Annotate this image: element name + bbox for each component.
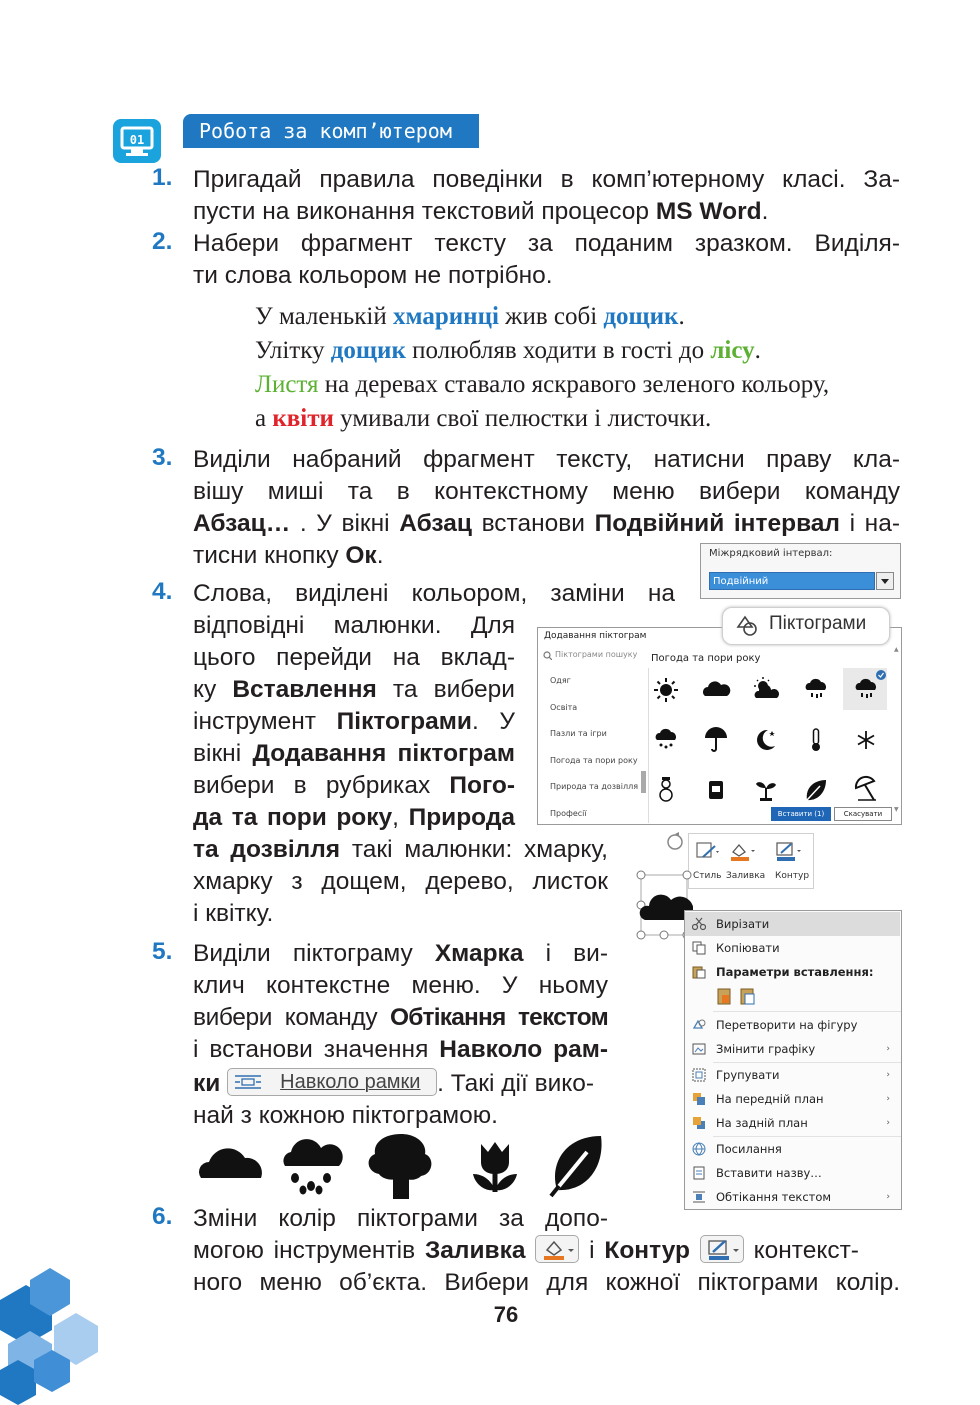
- style-label: Стиль: [693, 871, 722, 881]
- menu-item-wrap-text[interactable]: Обтікання текстом ›: [685, 1185, 900, 1209]
- insert-icons-dialog: [537, 627, 902, 825]
- menu-item-group[interactable]: Групувати ›: [685, 1063, 900, 1087]
- sun-cloud-icon: [754, 677, 779, 698]
- snowflake-icon: [858, 731, 874, 749]
- cancel-button[interactable]: Скасувати: [834, 807, 892, 821]
- change-graphic-icon: [692, 1042, 706, 1056]
- task-4-line-4: ку Вставлення та вибери: [193, 676, 515, 703]
- group-icon: [692, 1068, 706, 1082]
- sun-icon: [654, 678, 678, 702]
- moon-icon: [757, 730, 775, 750]
- task-number: 1.: [152, 164, 173, 191]
- fill-label: Заливка: [726, 871, 766, 881]
- task-3-line-2: вішу миші та в контекстному меню вибери команду: [193, 478, 900, 505]
- cloud-snow-icon: [656, 729, 676, 749]
- sample-line-4: а квіти умивали свої пелюстки і листочки.: [255, 405, 712, 432]
- paste-option-icons[interactable]: [717, 986, 767, 1008]
- task-number: 4.: [152, 578, 173, 605]
- menu-item-bring-forward[interactable]: На передній план ›: [685, 1087, 900, 1111]
- task-4-line-3: цього перейди на вклад-: [193, 644, 515, 671]
- category-item[interactable]: Природа та дозвілля: [550, 782, 639, 791]
- outline-tool-button[interactable]: [700, 1235, 744, 1263]
- scroll-down-icon[interactable]: ▼: [894, 806, 899, 813]
- task-2-line-1: Набери фрагмент тексту за поданим зразком. Виділя-: [193, 230, 900, 257]
- computer-icon: [113, 119, 161, 163]
- send-backward-icon: [692, 1116, 706, 1130]
- calendar-icon: [709, 781, 723, 799]
- icons-search-input[interactable]: Піктограми пошуку: [541, 648, 641, 664]
- task-1-line-2: пусти на виконання текстовий процесор MS Word.: [193, 198, 769, 225]
- category-item[interactable]: Пазли та ігри: [550, 729, 607, 738]
- task-4-line-8: да та пори року, Природа: [193, 804, 515, 831]
- category-item[interactable]: Професії: [550, 809, 587, 818]
- task-6-line-3: ного меню об’єкта. Вибери для кожної піктограми колір.: [193, 1269, 900, 1296]
- category-item[interactable]: Освіта: [550, 703, 578, 712]
- thermometer-icon: [812, 729, 820, 751]
- outline-icon: [704, 1238, 742, 1262]
- task-2-line-2: ти слова кольором не потрібно.: [193, 262, 553, 289]
- task-4-line-5: інструмент Піктограми. У: [193, 708, 515, 735]
- caption-icon: [692, 1166, 706, 1180]
- task-6-line-1: Зміни колір піктограми за допо-: [193, 1205, 608, 1232]
- icons-ribbon-button[interactable]: [722, 607, 890, 645]
- task-5-line-4: і встанови значення Навколо рам-: [193, 1036, 609, 1063]
- chevron-down-icon[interactable]: [876, 572, 894, 590]
- task-4-line-10: хмарку з дощем, дерево, листок: [193, 868, 608, 895]
- pictogram-row: [195, 1130, 610, 1200]
- line-spacing-panel: [700, 543, 901, 599]
- task-3-line-3: Абзац… . У вікні Абзац встанови Подвійний інтервал і на-: [193, 510, 901, 537]
- task-5-line-5: ки Навколо рамки . Такі дії вико-: [193, 1068, 613, 1100]
- tulip-icon: [473, 1142, 517, 1192]
- task-number: 6.: [152, 1203, 173, 1230]
- task-5-line-3: вибери команду Обтікання текстом: [193, 1004, 608, 1031]
- category-list: [538, 668, 649, 823]
- dialog-title: Додавання піктограм: [544, 631, 647, 641]
- umbrella-beach-icon: [856, 777, 876, 800]
- scissors-icon: [692, 917, 706, 931]
- category-item[interactable]: Одяг: [550, 676, 571, 685]
- task-4-line-11: і квітку.: [193, 900, 274, 927]
- sample-line-1: У маленькій хмаринці жив собі дощик.: [255, 303, 685, 330]
- icon-grid: [650, 666, 900, 808]
- umbrella-icon: [705, 727, 727, 751]
- bring-forward-icon: [692, 1092, 706, 1106]
- task-3-line-4: тисни кнопку Ок.: [193, 542, 384, 569]
- task-4-line-1: Слова, виділені кольором, заміни на: [193, 580, 675, 607]
- task-5-line-2: клич контекстне меню. У ньому: [193, 972, 608, 999]
- leaf-icon: [807, 780, 826, 800]
- style-icon[interactable]: [695, 840, 721, 862]
- task-number: 2.: [152, 228, 173, 255]
- cloud-icon: [703, 681, 730, 696]
- menu-item-link[interactable]: Посилання: [685, 1137, 900, 1161]
- snowman-icon: [660, 777, 672, 801]
- mini-toolbar: [688, 833, 814, 889]
- wrap-square-label: Навколо рамки: [280, 1070, 421, 1093]
- section-label: Робота за комп’ютером: [183, 114, 479, 148]
- page-number: 76: [493, 1302, 519, 1327]
- task-5-line-1: Виділи піктограму Хмарка і ви-: [193, 940, 608, 967]
- menu-item-change-graphic[interactable]: Змінити графіку ›: [685, 1037, 900, 1061]
- tree-icon: [369, 1134, 432, 1196]
- fill-tool-button[interactable]: [535, 1235, 579, 1263]
- outline-label: Контур: [775, 871, 810, 881]
- menu-item-paste-options: Параметри вставлення:: [685, 960, 900, 984]
- sample-line-3: Листя на деревах ставало яскравого зеленого кольору,: [255, 371, 830, 398]
- task-number: 5.: [152, 938, 173, 965]
- computer-icon-label: 01: [129, 133, 145, 147]
- task-5-line-6: най з кожною піктограмою.: [193, 1102, 498, 1129]
- outline-icon[interactable]: [773, 840, 803, 862]
- icons-button-label: Піктограми: [769, 613, 867, 634]
- fill-icon[interactable]: [727, 840, 757, 862]
- fill-icon: [539, 1238, 577, 1262]
- task-4-line-6: вікні Додавання піктограм: [193, 740, 515, 767]
- decorative-hexagons: [0, 1260, 110, 1405]
- task-number: 3.: [152, 444, 173, 471]
- menu-item-copy[interactable]: Копіювати: [685, 936, 900, 960]
- menu-item-insert-caption[interactable]: Вставити назву…: [685, 1161, 900, 1185]
- leaf-icon: [551, 1136, 602, 1196]
- menu-item-cut[interactable]: Вирізати: [685, 912, 900, 936]
- line-spacing-label: Міжрядковий інтервал:: [709, 548, 833, 559]
- task-4-line-9: та дозвілля такі малюнки: хмарку,: [193, 836, 608, 863]
- menu-item-convert-to-shape[interactable]: Перетворити на фігуру: [685, 1013, 900, 1037]
- link-icon: [692, 1142, 706, 1156]
- convert-icon: [692, 1018, 706, 1032]
- copy-icon: [692, 941, 706, 955]
- cloud-rain-icon: [806, 679, 826, 698]
- sprout-icon: [756, 782, 776, 801]
- search-icon: [543, 651, 552, 660]
- line-spacing-select[interactable]: Подвійний: [709, 572, 875, 590]
- shapes-icon: [735, 615, 761, 637]
- context-menu: [684, 910, 902, 1210]
- task-4-line-7: вибери в рубриках Пого-: [193, 772, 515, 799]
- task-3-line-1: Виділи набраний фрагмент тексту, натисни праву кла-: [193, 446, 900, 473]
- insert-button[interactable]: Вставити (1): [771, 807, 831, 821]
- section-title: Погода та пори року: [651, 653, 761, 664]
- scroll-up-icon[interactable]: ▲: [894, 646, 899, 653]
- cloud-rain-icon: [283, 1139, 342, 1194]
- wrap-square-button[interactable]: [227, 1068, 437, 1096]
- task-1-line-1: Пригадай правила поведінки в комп’ютерному класі. За-: [193, 166, 900, 193]
- wrap-text-icon: [692, 1190, 706, 1204]
- task-4-line-2: відповідні малюнки. Для: [193, 612, 515, 639]
- task-6-line-2: могою інструментів Заливка і Контур контекст-: [193, 1235, 900, 1267]
- menu-item-send-backward[interactable]: На задній план ›: [685, 1111, 900, 1135]
- cloud-icon: [199, 1148, 262, 1178]
- sample-line-2: Улітку дощик полюбляв ходити в гості до лісу.: [255, 337, 761, 364]
- category-item[interactable]: Погода та пори року: [550, 756, 638, 765]
- paste-icon: [692, 965, 706, 979]
- scrollbar[interactable]: [641, 771, 646, 793]
- rotate-handle-icon: [668, 835, 682, 849]
- wrap-square-icon: [234, 1073, 262, 1091]
